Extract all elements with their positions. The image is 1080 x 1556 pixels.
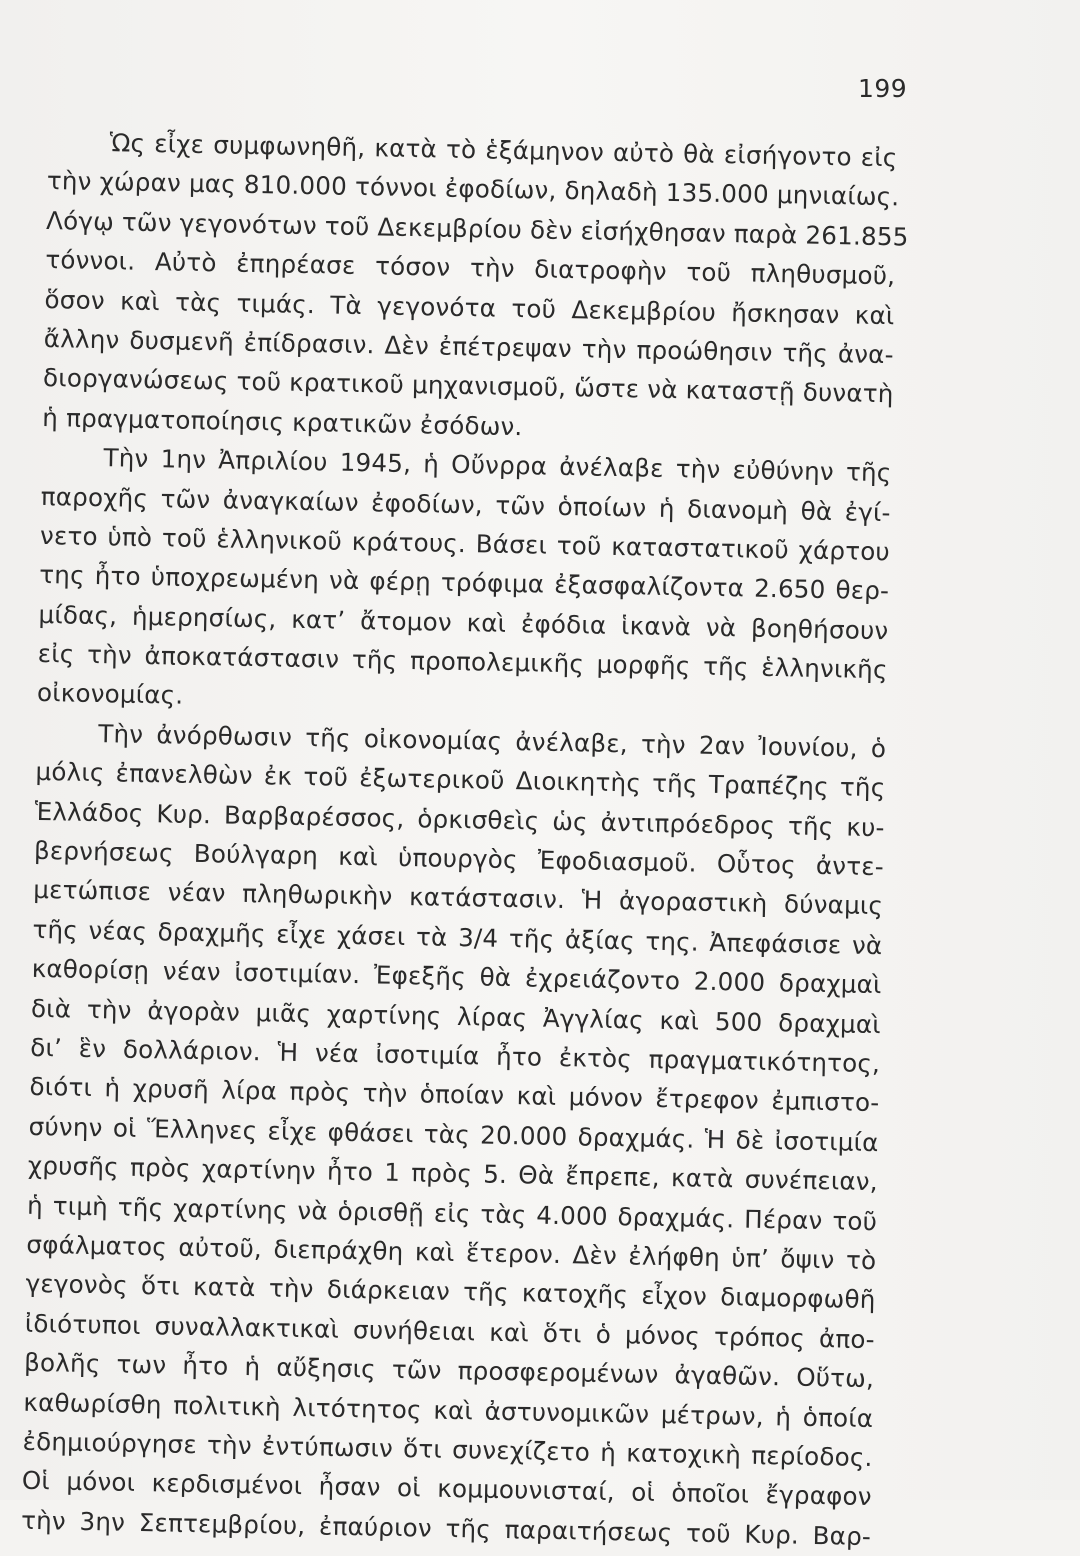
text-line: ἡ τιμὴ τῆς χαρτίνης νὰ ὁρισθῇ εἰς τὰς 4.000 δραχμάς. Πέραν τοῦ — [26, 1190, 878, 1236]
text-line: καθορίσῃ νέαν ἰσοτιμίαν. Ἐφεξῆς θὰ ἐχρειάζοντο 2.000 δραχμαὶ — [31, 954, 882, 1000]
text-line: διότι ἡ χρυσῆ λίρα πρὸς τὴν ὁποίαν καὶ μόνον ἔτρεφον ἐμπιστο- — [29, 1072, 880, 1118]
text-line: Τὴν ἀνόρθωσιν τῆς οἰκονομίας ἀνέλαβε, τὴν 2αν Ἰουνίου, ὁ — [97, 718, 887, 764]
text-line: τὴν χώραν μας 810.000 τόννοι ἐφοδίων, δηλαδὴ 135.000 μηνιαίως. — [46, 166, 900, 212]
text-line: τόννοι. Αὐτὸ ἐπηρέασε τόσον τὴν διατροφὴν τοῦ πληθυσμοῦ, — [45, 245, 896, 291]
text-line: βερνήσεως Βούλγαρη καὶ ὑπουργὸς Ἐφοδιασμοῦ. Οὗτος ἀντε- — [33, 835, 885, 882]
text-line: σύνην οἱ Ἕλληνες εἶχε φθάσει τὰς 20.000 δραχμάς. Ἡ δὲ ἰσοτιμία — [28, 1111, 879, 1157]
text-line: τῆς νέας δραχμῆς εἶχε χάσει τὰ 3/4 τῆς ἀξίας της. Ἀπεφάσισε νὰ — [32, 914, 883, 960]
text-line: Τὴν 1ην Ἀπριλίου 1945, ἡ Οὔνρρα ἀνέλαβε τὴν εὐθύνην τῆς — [103, 443, 892, 488]
text-line: διοργανώσεως τοῦ κρατικοῦ μηχανισμοῦ, ὥστε νὰ καταστῇ δυνατὴ — [42, 363, 894, 409]
text-line: Ὡς εἶχε συμφωνηθῆ, κατὰ τὸ ἑξάμηνον αὐτὸ θὰ εἰσήγοντο εἰς — [109, 128, 898, 173]
text-line: ἡ πραγματοποίησις κρατικῶν ἐσόδων. — [42, 402, 523, 441]
text-line: σφάλματος αὐτοῦ, διεπράχθη καὶ ἕτερον. Δὲν ἐλήφθη ὑπ’ ὄψιν τὸ — [26, 1229, 877, 1276]
text-line: ἄλλην δυσμενῆ ἐπίδρασιν. Δὲν ἐπέτρεψαν τὴν προώθησιν τῆς ἀνα- — [43, 323, 894, 370]
text-line: μόλις ἐπανελθὼν ἐκ τοῦ ἐξωτερικοῦ Διοικητὴς τῆς Τραπέζης τῆς — [35, 757, 886, 803]
page-number: 199 — [858, 74, 908, 103]
text-line: ἰδιότυποι συναλλακτικαὶ συνήθειαι καὶ ὅτι ὁ μόνος τρόπος ἀπο- — [24, 1308, 876, 1354]
text-line: της ἦτο ὑποχρεωμένη νὰ φέρῃ τρόφιμα ἐξασφαλίζοντα 2.650 θερ- — [39, 560, 890, 606]
text-line: δι’ ἓν δολλάριον. Ἡ νέα ἰσοτιμία ἦτο ἐκτὸς πραγματικότητος, — [29, 1032, 881, 1079]
text-line: χρυσῆς πρὸς χαρτίνην ἦτο 1 πρὸς 5. Θὰ ἔπρεπε, κατὰ συνέπειαν, — [27, 1150, 879, 1197]
text-line: οἰκονομίας. — [36, 678, 184, 711]
text-line: παροχῆς τῶν ἀναγκαίων ἐφοδίων, τῶν ὁποίων ἡ διανομὴ θὰ ἐγί- — [40, 481, 891, 527]
body-text — [20, 122, 909, 1556]
text-line: τὴν 3ην Σεπτεμβρίου, ἐπαύριον τῆς παραιτήσεως τοῦ Κυρ. Βαρ- — [20, 1505, 872, 1551]
text-line: Οἱ μόνοι κερδισμένοι ἦσαν οἱ κομμουνισταί, οἱ ὁποῖοι ἔγραφον — [21, 1466, 873, 1512]
text-line: καθωρίσθη πολιτικὴ λιτότητος καὶ ἀστυνομικῶν μέτρων, ἡ ὁποία — [23, 1387, 874, 1433]
text-line: εἰς τὴν ἀποκατάστασιν τῆς προπολεμικῆς μορφῆς τῆς ἑλληνικῆς — [37, 638, 888, 685]
text-line: γεγονὸς ὅτι κατὰ τὴν διάρκειαν τῆς κατοχῆς εἶχον διαμορφωθῆ — [25, 1269, 876, 1315]
text-line: βολῆς των ἦτο ἡ αὔξησις τῶν προσφερομένων ἀγαθῶν. Οὕτω, — [23, 1347, 875, 1394]
text-line: διὰ τὴν ἀγορὰν μιᾶς χαρτίνης λίρας Ἀγγλίας καὶ 500 δραχμαὶ — [30, 993, 882, 1039]
text-line: ἐδημιούργησε τὴν ἐντύπωσιν ὅτι συνεχίζετο ἡ κατοχικὴ περίοδος. — [22, 1426, 873, 1472]
text-line: ὅσον καὶ τὰς τιμάς. Τὰ γεγονότα τοῦ Δεκεμβρίου ἤσκησαν καὶ — [44, 284, 895, 330]
text-line: Λόγῳ τῶν γεγονότων τοῦ Δεκεμβρίου δὲν εἰσήχθησαν παρὰ 261.855 — [45, 205, 909, 252]
text-line: νετο ὑπὸ τοῦ ἑλληνικοῦ κράτους. Βάσει τοῦ καταστατικοῦ χάρτου — [39, 520, 891, 567]
text-line: μετώπισε νέαν πληθωρικὴν κατάστασιν. Ἡ ἀγοραστικὴ δύναμις — [32, 875, 884, 921]
text-line: Ἑλλάδος Κυρ. Βαρβαρέσσος, ὁρκισθεὶς ὡς ἀντιπρόεδρος τῆς κυ- — [34, 796, 885, 842]
text-line: μίδας, ἡμερησίως, κατ’ ἄτομον καὶ ἐφόδια ἱκανὰ νὰ βοηθήσουν — [38, 599, 889, 645]
